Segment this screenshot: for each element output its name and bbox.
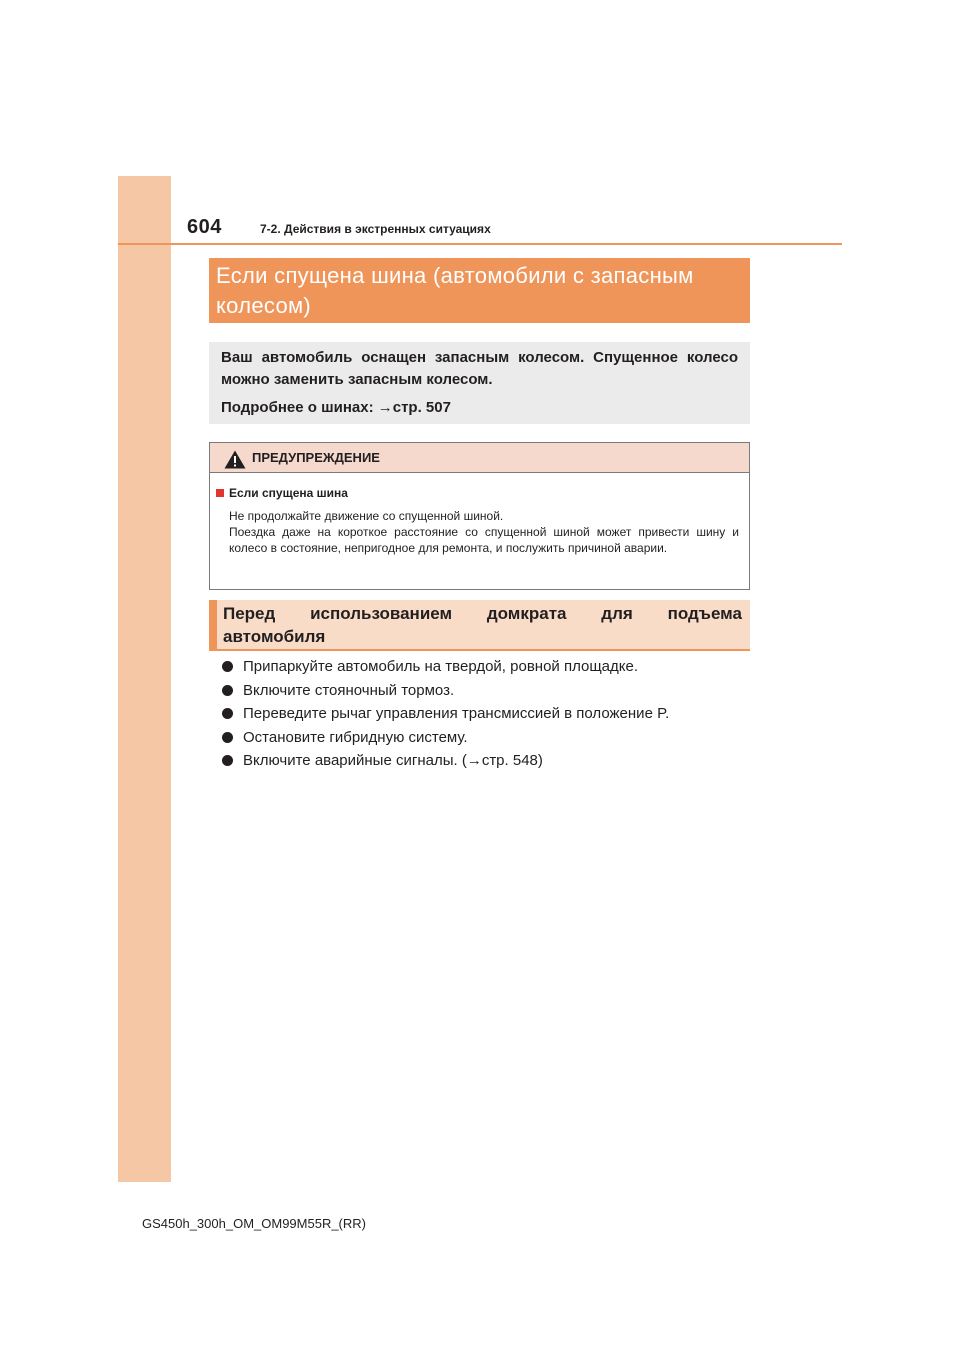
list-item [222,726,669,750]
warning-text-line2: Поездка даже на короткое расстояние со спущенной шиной может привести шину и колесо в состояние, непригодное для ремонта, и послужить причиной аварии. [229,525,739,555]
list-item [222,749,669,773]
section-banner [209,258,750,323]
list-item-text: Переведите рычаг управления трансмиссией в положение P. [243,705,670,722]
warning-box [209,442,750,590]
bullet-list [222,655,669,773]
list-item [222,655,669,679]
warning-label: ПРЕДУПРЕЖДЕНИЕ [252,450,380,465]
subsection-title-line2: автомобиля [223,627,326,646]
section-title-line2: колесом) [216,293,312,318]
arrow-right-icon: → [377,399,393,416]
intro-box [209,342,750,424]
bullet-dot-icon [222,732,233,743]
intro-page-link[interactable]: стр. 507 [392,399,451,416]
page-number: 604 [187,216,222,238]
chapter-side-tab [118,176,171,1182]
warning-triangle-icon [224,450,246,469]
square-bullet-icon [216,489,224,497]
section-title-line1: Если спущена шина (автомобили с запасным [216,263,694,288]
list-item [222,679,669,703]
header-divider [118,243,842,245]
intro-reference [221,397,738,419]
intro-reference-prefix: Подробнее о шинах: [221,399,378,416]
warning-text-line1: Не продолжайте движение со спущенной шиной. [229,509,504,523]
intro-text: Ваш автомобиль оснащен запасным колесом. Спущенное колесо можно заменить запасным колесом. [221,349,738,388]
subsection-title [223,602,742,648]
warning-text [229,508,739,556]
list-item [222,702,669,726]
list-item-text: Включите аварийные сигналы. (→стр. 548) [243,752,543,769]
bullet-dot-icon [222,685,233,696]
warning-subheading-text: Если спущена шина [229,486,348,500]
bullet-dot-icon [222,661,233,672]
bullet-dot-icon [222,708,233,719]
bullet-dot-icon [222,755,233,766]
subsection-title-line1: Перед использованием домкрата для подъема [223,604,742,623]
chapter-title: 7-2. Действия в экстренных ситуациях [260,222,491,236]
warning-header [210,443,749,473]
list-item-text: Остановите гибридную систему. [243,728,468,746]
list-item-text: Включите стояночный тормоз. [243,681,455,699]
footer-model-code: GS450h_300h_OM_OM99M55R_(RR) [142,1216,366,1231]
warning-subheading [216,486,348,500]
list-item-text: Припаркуйте автомобиль на твердой, ровной площадке. [243,658,639,675]
subsection-banner [209,600,750,651]
section-title [216,261,738,321]
